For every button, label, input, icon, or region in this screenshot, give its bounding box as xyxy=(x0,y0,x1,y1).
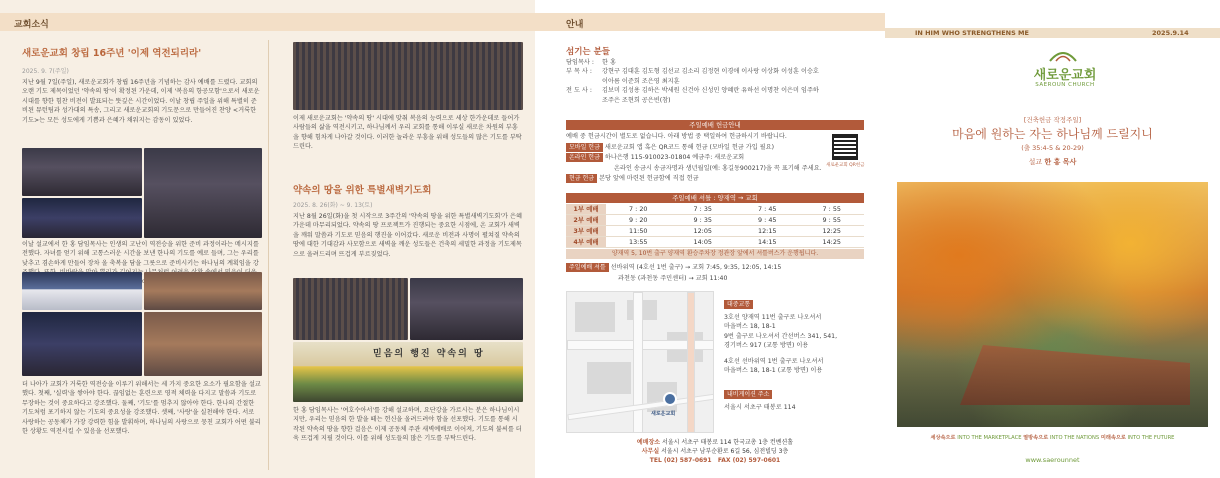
preacher-label: 설교 xyxy=(1028,158,1043,166)
church-logo-en: SAEROUN CHURCH xyxy=(1035,82,1095,88)
preacher-line xyxy=(897,157,1208,167)
congregation-photo xyxy=(144,312,262,376)
sermon-title: 마음에 원하는 자는 하나님께 드릴지니 xyxy=(952,127,1153,141)
cover-motto: IN HIM WHO STRENGTHENS ME xyxy=(915,29,1029,37)
article1-para3: 더 나아가 교회가 거룩한 역전승을 이루기 위해서는 세 가지 중요한 요소가 필요함을 설교했다. 첫째, '실력'을 쌓아야 한다. 끊임없는 훈련으로 영적 체력을 다지고 말씀과 기도로 무장하는 것이 중요하다고 강조했다. 둘째, '기도'를 멈추지 않아야 한다. 한나의 간절한 기도처럼 포기하지 않는 기도의 중요성을 강조했다. 셋째, '사랑'을 실천해야 한다. 서로 사랑하는 공동체가 가장 강력한 힘을 발휘하며, 하나님의 사랑으로 뭉친 교회가 어떤 불리한 상황도 역전시킬 수 있음을 선포했다. xyxy=(22,381,261,436)
slogan-ko-2: 열방속으로 xyxy=(1023,435,1049,441)
staff-list xyxy=(566,58,866,105)
staff-row: 전 도 사 : 김보미 김성용 김하은 박세원 신건아 신성민 양혜란 유하선 이명찬 이은미 임주하 xyxy=(566,87,819,95)
column-divider xyxy=(268,40,269,470)
offering-row: 현금 헌금 본당 앞에 마련된 헌금함에 직접 헌금 xyxy=(566,174,828,183)
article2-title: 약속의 땅을 위한 특별새벽기도회 xyxy=(293,185,432,196)
preacher-name: 한 홍 목사 xyxy=(1044,158,1077,166)
qr-caption: 새로운교회 QR헌금 xyxy=(826,163,865,168)
celebration-photo xyxy=(144,272,262,310)
transit-line: 3호선 양재역 11번 출구로 나오셔서 xyxy=(724,314,822,321)
sermon-scripture: (출 35:4-5 & 20-29) xyxy=(1021,144,1084,152)
sunbawi-shuttle xyxy=(566,263,864,272)
offering-row: 온라인 헌금 하나은행 115-910023-01804 예금주: 새로운교회 xyxy=(566,153,828,162)
staff-row: 부 목 사 : 강현구 김대훈 김도형 김선교 김소리 김정현 이경애 이사랑 이상화 이성훈 이승호 xyxy=(566,68,819,76)
promised-land-signs-photo xyxy=(293,342,523,402)
phone-number: TEL (02) 587-0691 xyxy=(649,457,712,464)
pastor-preaching-photo xyxy=(144,148,262,238)
table-row: 2부 예배 9 : 20 9 : 35 9 : 45 9 : 55 xyxy=(566,215,864,226)
contact-footer xyxy=(566,438,864,465)
gwacheon-shuttle: 과천동 (과천동 주민센터) → 교회 11:40 xyxy=(618,275,728,282)
church-logo-text: 새로운교회 xyxy=(1033,68,1097,83)
article2-para1: 지난 8월 26일(화)을 첫 시작으로 3주간의 '약속의 땅을 위한 특별새벽기도회'가 은혜 가운데 마무리되었다. 약속의 땅 프로젝트가 진행되는 중요한 시점에, 온 교회가 새벽을 깨워 말씀과 기도로 믿음의 행진을 이어갔다. 새로운 비전과 사명이 펼쳐질 약속의 땅에 대한 기대감과 사모함으로 새벽을 깨운 성도들은 건축의 세밀한 과정을 기도제목으로 올려드리며 뜨겁게 부르짖었다. xyxy=(293,213,522,258)
transit-line: 9번 출구로 나오셔서 간선버스 341, 541, xyxy=(724,332,838,340)
prayer-meeting-photo-1 xyxy=(293,278,408,340)
offering-methods xyxy=(566,143,828,184)
article1-continued: 이제 새로운교회는 '약속의 땅' 시대에 맞춰 복음의 능력으로 세상 한가운데로 들어가 사람들의 삶을 역전시키고, 하나님께서 우리 교회를 통해 이루실 새로운 차원의 부흥을 향해 힘차게 나아갈 것이다. 이러한 놀라운 부흥을 위해 성도들의 많은 기도를 부탁드린다. xyxy=(293,115,522,151)
dawn-prayer-crowd-photo xyxy=(293,42,523,110)
choir-photo xyxy=(22,272,142,310)
slogan-ko-3: 미래속으로 xyxy=(1100,435,1126,441)
news-header-bar xyxy=(0,13,535,31)
office-address: 서울시 서초구 남부순환로 6길 56, 심전빌딩 3층 xyxy=(661,448,789,455)
table-row: 4부 예배 13:55 14:05 14:15 14:25 xyxy=(566,237,864,248)
worship-team-photo xyxy=(22,312,142,376)
shuttle-table xyxy=(566,204,864,248)
transit-line: 마을버스 18, 18-1 xyxy=(724,323,776,331)
fax-number: FAX (02) 597-0601 xyxy=(717,457,781,464)
pastor-speaking-photo xyxy=(410,278,523,340)
offering-intro: 예배 중 헌금시간이 별도로 없습니다. 아래 방법 중 택일하여 헌금하시기 바랍니다. xyxy=(566,133,787,140)
table-row: 3부 예배 11:50 12:05 12:15 12:25 xyxy=(566,226,864,237)
info-section-title: 안내 xyxy=(566,20,584,30)
transit-title: 대중교통 xyxy=(724,300,753,309)
anniversary-photo-2 xyxy=(22,198,142,238)
qr-code-icon[interactable] xyxy=(832,134,858,160)
article1-para2: 이날 설교에서 한 홍 담임목사는 인생의 고난이 역전승을 위한 준비 과정이라는 메시지를 전했다. 자녀를 얻기 위해 고통스러운 시간을 보낸 한나의 기도를 예로 들며, 그는 우리를 낮추고 겸손하게 만들어 장차 올 축복을 담을 그릇으로 준비시키는 하나님의 계획임을 강 xyxy=(22,241,259,267)
article2-para2: 한 홍 담임목사는 '여호수아서'를 강해 설교하며, 요단강을 가르시는 분은 하나님이시지만, 우리는 믿음의 한 발을 떼는 헌신을 올려드려야 함을 선포했다. 기도를 통해 시작된 약속의 땅을 향한 걸음은 이제 공동체 주관 새벽예배로 이어져, 기도의 불씨를 더욱 뜨겁게 지필 것이다. 이를 위해 성도들의 많은 기도를 부탁드린다. xyxy=(293,407,522,443)
map-pin-icon xyxy=(663,392,677,406)
article1-date: 2025. 9. 7(주일) xyxy=(22,68,69,75)
sunbawi-shuttle-label: 주일예배 셔틀 xyxy=(566,263,609,272)
offering-row: 온라인 송금시 송금자명과 생년월일(예: 홍길동900217)을 꼭 표기해 주세요. xyxy=(614,164,822,172)
slogan-ko-1: 세상속으로 xyxy=(930,435,956,441)
article2-date: 2025. 8. 26(화) ~ 9. 13(토) xyxy=(293,202,373,209)
worship-place-label: 예배장소 xyxy=(636,439,661,446)
navigation-title: 내비게이션 주소 xyxy=(724,390,772,399)
staff-row: 조주은 조현희 공은빈(참) xyxy=(602,96,671,104)
transit-line: 4호선 선바위역 1번 출구로 나오셔서 xyxy=(724,357,824,365)
transit-info xyxy=(724,291,874,413)
navigation-address: 서울시 서초구 태봉로 114 xyxy=(724,404,796,412)
map-church-label: 새로운교회 xyxy=(651,411,676,417)
staff-row: 담임목사 : 한 홍 xyxy=(566,59,616,66)
slogan-en-1: INTO THE MARKETPLACE xyxy=(955,435,1024,441)
location-map[interactable] xyxy=(566,291,714,433)
sermon-series: [건축헌금 작정주일] xyxy=(1023,116,1082,124)
office-label: 사무실 xyxy=(641,448,660,455)
worship-place: 서울시 서초구 태봉로 114 한국교총 1층 컨벤션홀 xyxy=(662,439,794,446)
transit-line: 경기버스 917 (교통 방면) 이용 xyxy=(724,342,809,350)
photo-sign-text: 믿음의 행진 약속의 땅 xyxy=(373,349,485,359)
sunbawi-shuttle-line1: 선바위역 (4호선 1번 출구) → 교회 7:45, 9:35, 12:05, 14:15 xyxy=(610,264,782,271)
cover-slogan xyxy=(897,434,1208,441)
transit-line: 마을버스 18, 18-1 (교통 방면) 이용 xyxy=(724,367,823,375)
article1-title: 새로운교회 창립 16주년 '이제 역전되리라' xyxy=(22,48,202,59)
staff-title: 섬기는 분들 xyxy=(566,47,611,57)
slogan-en-3: INTO THE FUTURE xyxy=(1125,435,1175,441)
news-section-title: 교회소식 xyxy=(14,20,49,30)
staff-row: 이아름 이준희 조은영 최지훈 xyxy=(602,77,680,85)
shuttle-note: 양재역 5, 10번 출구 양재역 환승주차장 정관장 앞에서 셔틀버스가 운행됩니다. xyxy=(566,249,864,259)
slogan-en-2: INTO THE NATIONS xyxy=(1048,435,1101,441)
cover-date: 2025.9.14 xyxy=(1152,29,1189,37)
website-link[interactable]: www.saerounnet xyxy=(1025,456,1080,464)
info-header-bar xyxy=(535,13,885,31)
article1-para1: 지난 9월 7일(주일), 새로운교회가 창립 16주년을 기념하는 감사 예배를 드렸다. 교회의 오랜 기도 제목이었던 '약속의 땅'이 확정된 가운데, 이제 '복음의 항공모함'으로서 새로운 시대를 향한 힘찬 비전이 발표되는 뜻깊은 시간이었다. 이날 창립 주일을 위해 특별히 준비된 뮤턴팀과 성가대의 특송, 그리고 새로운교회의 기도문으로 만들어진 찬양 <거룩한 기도>는 모든 성도에게 기쁨과 은혜가 채워지는 감동이 있었다. xyxy=(22,79,260,124)
offering-header: 주일예배 헌금안내 xyxy=(566,120,864,130)
offering-row: 모바일 헌금 새로운교회 앱 혹은 QR코드 통해 헌금 (모바일 헌금 가입 필요) xyxy=(566,143,828,152)
church-logo-icon xyxy=(1048,48,1078,62)
anniversary-photo-1 xyxy=(22,148,142,196)
shuttle-table-header: 주일예배 셔틀 : 양재역 → 교회 xyxy=(566,193,864,203)
table-row: 1부 예배 7 : 20 7 : 35 7 : 45 7 : 55 xyxy=(566,204,864,215)
